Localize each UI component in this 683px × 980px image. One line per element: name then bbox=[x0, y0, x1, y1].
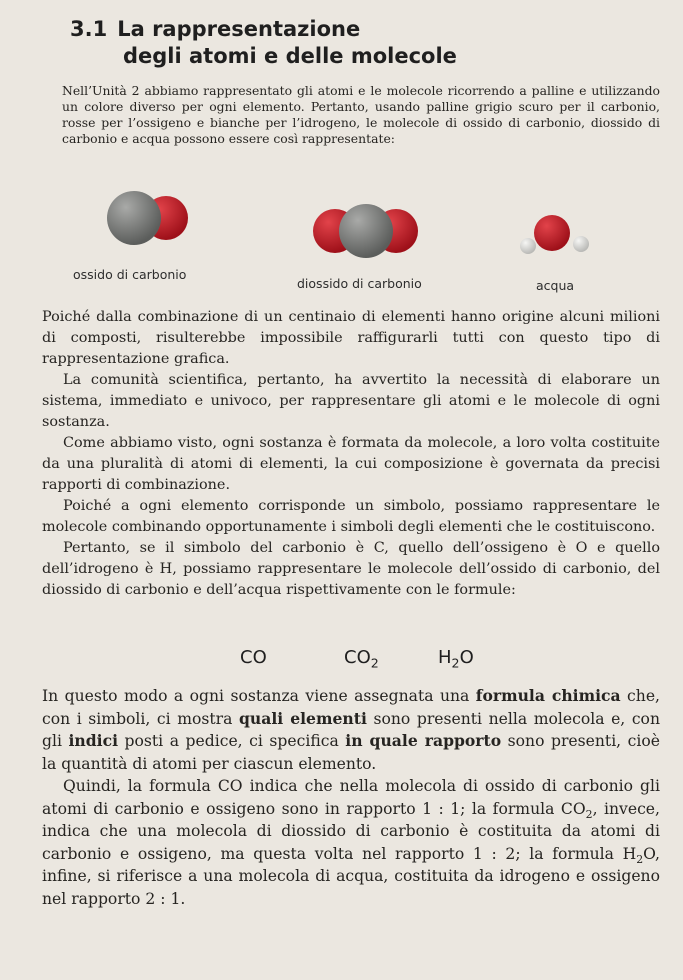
formula-co2 bbox=[344, 647, 379, 671]
paragraph: Poiché dalla combinazione di un centinaio di elementi hanno origine alcuni milioni di composti, risulterebbe impossibile raffigurarli tutti con questo tipo di rappresentazione grafica. bbox=[42, 309, 660, 367]
formula-h2o-index: 2 bbox=[451, 655, 460, 671]
paragraph: La comunità scientifica, pertanto, ha avvertito la necessità di elaborare un sistema, immediato e univoco, per rappresentare gli atomi e le molecole di ogni sostanza. bbox=[42, 372, 660, 430]
term-formula-chimica: formula chimica bbox=[475, 686, 621, 705]
term-indici: indici bbox=[68, 731, 119, 750]
formula-co2-index: 2 bbox=[370, 655, 379, 671]
term-quali-elementi: quali elementi bbox=[238, 708, 367, 728]
chemical-formulas bbox=[0, 645, 683, 675]
paragraph: Come abbiamo visto, ogni sostanza è formata da molecole, a loro volta costituite da una pluralità di atomi di elementi, la cui composizione è governata da precisi rapporti di combinazione. bbox=[42, 435, 660, 493]
hydrogen-atom bbox=[520, 238, 536, 254]
formula-explanation bbox=[42, 685, 660, 910]
paragraph: Quindi, la formula CO indica che nella molecola di ossido di carbonio gli atomi di carbonio e ossigeno sono in rapporto 1 : 1; la formula $CO_2$, invece, indica che una molecola di diossido di carbonio è costituita da atomi di carbonio e ossigeno, ma questa volta nel rapporto 1 : 2; la formula $H_2O$, infine, si riferisce a una molecola di acqua, costituita da idrogeno e ossigeno nel rapporto 2 : 1. bbox=[42, 777, 660, 908]
formula-h2o-o: O bbox=[459, 647, 474, 668]
h2o-molecule bbox=[520, 215, 589, 254]
term-quale-rapporto: in quale rapporto bbox=[345, 731, 502, 750]
paragraph: Pertanto, se il simbolo del carbonio è C, quello dell’ossigeno è O e quello dell’idrogeno è H, possiamo rappresentare le molecole dell’ossido di carbonio, del diossido di carbonio e dell’acqua rispettivamente con le formule: bbox=[42, 540, 660, 598]
formula-co2-base: CO bbox=[344, 647, 371, 668]
explanation-text bbox=[42, 307, 660, 601]
paragraph: Poiché a ogni elemento corrisponde un simbolo, possiamo rappresentare le molecole combinando opportunamente i simboli degli elementi che le costituiscono. bbox=[42, 498, 660, 535]
formula-h2o-h: H bbox=[438, 647, 452, 668]
carbon-atom bbox=[339, 204, 393, 258]
oxygen-atom bbox=[534, 215, 570, 251]
co2-molecule bbox=[313, 204, 418, 258]
intro-paragraph: Nell’Unità 2 abbiamo rappresentato gli atomi e le molecole ricorrendo a palline e utilizzando un colore diverso per ogni elemento. Pertanto, usando palline grigio scuro per il carbonio, rosse per l’ossigeno e bianche per l’idrogeno, le molecole di ossido di carbonio, diossido di carbonio e acqua possono essere così rappresentate: bbox=[62, 83, 660, 146]
formula-co: CO bbox=[240, 647, 267, 668]
carbon-atom bbox=[107, 191, 161, 245]
section-title-line2: degli atomi e delle molecole bbox=[123, 44, 457, 68]
hydrogen-atom bbox=[573, 236, 589, 252]
h2o-label: acqua bbox=[536, 278, 575, 293]
section-title-line1: La rappresentazione bbox=[117, 17, 361, 41]
paragraph: In questo modo a ogni sostanza viene assegnata una formula chimica che, con i simboli, ci mostra quali elementi sono presenti nella molecola e, con gli indici posti a pedice, ci specifica in quale rapporto sono presenti, cioè la quantità di atomi per ciascun elemento. bbox=[42, 686, 661, 773]
co2-label: diossido di carbonio bbox=[297, 276, 422, 291]
co-label: ossido di carbonio bbox=[73, 267, 187, 282]
section-heading bbox=[70, 16, 457, 70]
section-number: 3.1 bbox=[70, 17, 108, 41]
formula-h2o bbox=[438, 647, 474, 671]
co-molecule bbox=[107, 191, 188, 245]
molecule-illustrations bbox=[0, 185, 683, 295]
